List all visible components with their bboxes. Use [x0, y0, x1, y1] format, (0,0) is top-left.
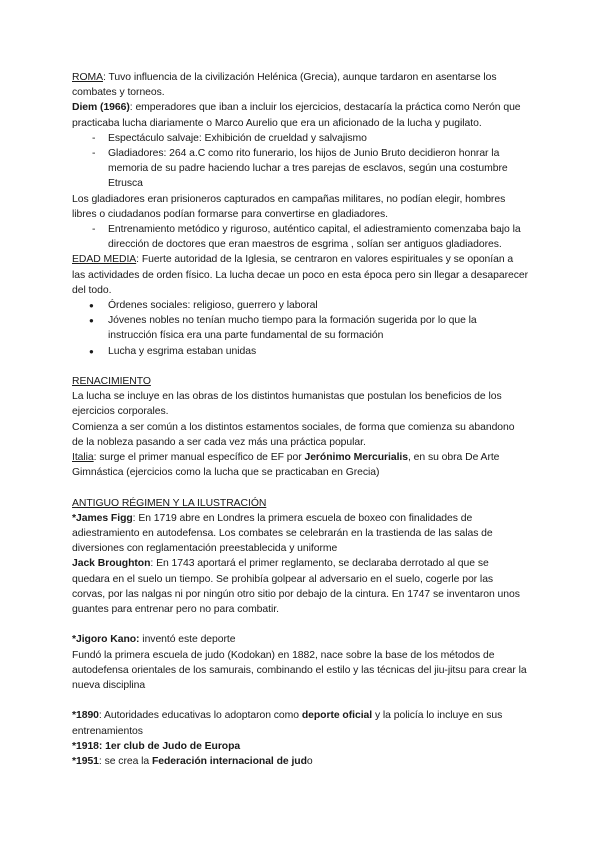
diem-label: Diem (1966) — [72, 102, 130, 114]
year-1951-label: *1951 — [72, 756, 99, 768]
document-page — [72, 70, 528, 769]
kano-label: *Jigoro Kano: — [72, 634, 140, 646]
gladiadores-paragraph: Los gladiadores eran prisioneros capturados en campañas militares, no podían elegir, hombres libres o ciudadanos podían formarse para convertirse en gladiadores. — [72, 193, 506, 220]
renacimiento-p2: Comienza a ser común a los distintos estamentos sociales, de forma que comienza su abandono de la nobleza pasando a ser cada vez más una práctica popular. — [72, 421, 515, 448]
year-1951-line: *1951: se crea la Federación internacional de judo — [72, 756, 313, 768]
year-1890-line: *1890: Autoridades educativas lo adoptaron como deporte oficial y la policía lo incluye en sus entrenamientos — [72, 710, 503, 737]
roma-heading: ROMA — [72, 72, 103, 83]
renacimiento-heading: RENACIMIENTO — [72, 376, 151, 388]
spacer — [72, 480, 528, 495]
italia-label: Italia — [72, 452, 94, 464]
roma-intro: ROMA: Tuvo influencia de la civilización Helénica (Grecia), aunque tardaron en asentarse los combates y torneos. — [72, 72, 497, 99]
edad-media-heading: EDAD MEDIA — [72, 254, 137, 266]
kano-line: *Jigoro Kano: inventó este deporte — [72, 634, 236, 646]
spacer — [72, 617, 528, 632]
antiguo-heading: ANTIGUO RÉGIMEN Y LA ILUSTRACIÓN — [72, 497, 267, 509]
edad-media-paragraph: EDAD MEDIA: Fuerte autoridad de la Iglesia, se centraron en valores espirituales y se oponían a las actividades de orden físico. La lucha decae un poco en esta época pero sin llegar a desaparecer del todo. — [72, 254, 529, 296]
list-item: - Gladiadores: 264 a.C como rito funerario, los hijos de Junio Bruto decidieron honrar la memoria de su padre haciendo luchar a tres parejas de esclavos, según una costumbre Etrusca — [72, 146, 528, 192]
broughton-label: Jack Broughton — [72, 558, 151, 570]
list-item: ● Jóvenes nobles no tenían mucho tiempo para la formación sugerida por lo que la instrucción física era una parte fundamental de su formación — [72, 313, 528, 343]
spacer — [72, 359, 528, 374]
renacimiento-p1: La lucha se incluye en las obras de los distintos humanistas que postulan los beneficios de los ejercicios corporales. — [72, 391, 502, 418]
list-item: ● Órdenes sociales: religioso, guerrero y laboral — [72, 298, 528, 313]
roma-list — [72, 131, 528, 192]
broughton-paragraph: Jack Broughton: En 1743 aportará el primer reglamento, se declaraba derrotado al que se quedara en el suelo un tiempo. Se prohibía golpear al adversario en el suelo, cogerle por las corvas, por las nalgas ni por ningún otro sitio por debajo de la cintura. En 1747 se inventaron unos guantes para entrenar pero no para combatir. — [72, 558, 520, 616]
year-1918-label: *1918 — [72, 740, 99, 752]
list-item: ● Lucha y esgrima estaban unidas — [72, 344, 528, 359]
roma-list-2 — [72, 222, 528, 252]
edad-media-list — [72, 298, 528, 359]
italia-paragraph: Italia: surge el primer manual específico de EF por Jerónimo Mercurialis, en su obra De Arte Gimnástica (ejercicios como la lucha que se practicaban en Grecia) — [72, 452, 500, 479]
figg-label: *James Figg — [72, 512, 133, 524]
year-1890-label: *1890 — [72, 710, 99, 722]
spacer — [72, 693, 528, 708]
year-1918-line: *1918: 1er club de Judo de Europa — [72, 740, 241, 752]
list-item: - Entrenamiento metódico y riguroso, auténtico capital, el adiestramiento comenzaba bajo la dirección de doctores que eran maestros de esgrima , solían ser antiguos gladiadores. — [72, 222, 528, 252]
figg-paragraph: *James Figg: En 1719 abre en Londres la primera escuela de boxeo con finalidades de adiestramiento en autodefensa. Los combates se celebrarán en la trastienda de las salas de diversiones con reglamentación preestablecida y uniforme — [72, 512, 493, 555]
diem-paragraph: Diem (1966): emperadores que iban a incluir los ejercicios, destacaría la práctica como Nerón que practicaba lucha diariamente o Marco Aurelio que era un aficionado de la lucha y pugilato. — [72, 102, 521, 129]
kano-paragraph: Fundó la primera escuela de judo (Kodokan) en 1882, nace sobre la base de los métodos de autodefensa orientales de los samurais, combinando el estilo y las técnicas del jiu-jitsu para crear la nueva disciplina — [72, 649, 527, 692]
list-item: - Espectáculo salvaje: Exhibición de crueldad y salvajismo — [72, 131, 528, 146]
mercurialis-name: Jerónimo Mercurialis — [304, 452, 408, 464]
